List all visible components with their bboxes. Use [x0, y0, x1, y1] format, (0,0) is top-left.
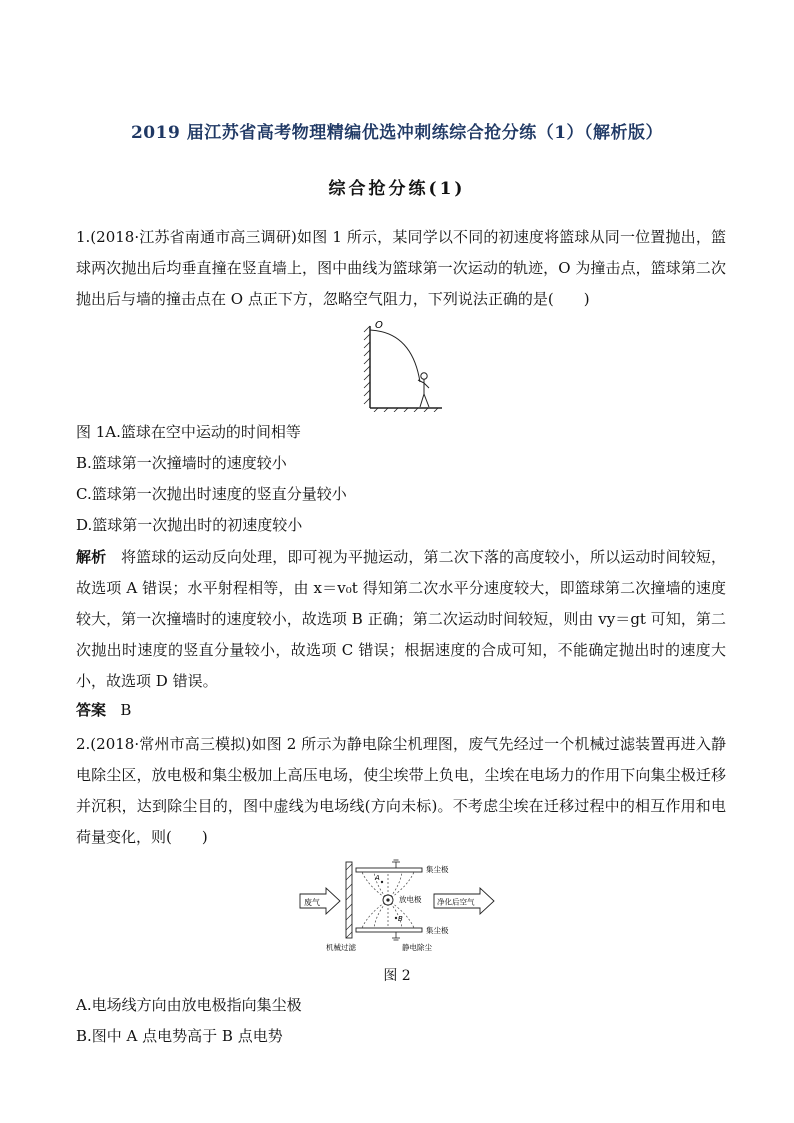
bottom-collector-plate — [356, 928, 422, 932]
point-o-label: O — [375, 320, 383, 331]
question-2-text: 2.(2018·常州市高三模拟)如图 2 所示为静电除尘机理图，废气先经过一个机械过滤装置再进入静电除尘区，放电极和集尘极加上高压电场，使尘埃带上负电，尘埃在电场力的作用下向集尘极迁移并沉积，达到除尘目的，图中虚线为电场线(方向未标)。不考虑尘埃在迁移过程中的相互作用和电荷量变化，则( ) — [76, 735, 726, 846]
question-1-text: 1.(2018·江苏省南通市高三调研)如图 1 所示，某同学以不同的初速度将篮球从同一位置抛出，篮球两次抛出后均垂直撞在竖直墙上，图中曲线为篮球第一次运动的轨迹，O 为撞击点，篮球第二次抛出后与墙的撞击点在 O 点正下方，忽略空气阻力，下列说法正确的是( ) — [76, 228, 726, 308]
discharge-label: 放电极 — [399, 895, 422, 904]
clean-air-label: 净化后空气 — [437, 897, 475, 907]
trajectory-curve — [370, 330, 420, 382]
waste-gas-label: 废气 — [304, 898, 320, 907]
question-2-option-a: A.电场线方向由放电极指向集尘极 — [76, 996, 302, 1014]
person-body — [418, 379, 429, 407]
question-2-option-b: B.图中 A 点电势高于 B 点电势 — [76, 1027, 283, 1045]
question-1-answer — [76, 699, 131, 721]
question-1-analysis — [76, 542, 726, 697]
point-a-label: A — [375, 874, 380, 882]
collector-bottom-label: 集尘极 — [426, 926, 449, 935]
answer-label: 答案 — [76, 701, 107, 719]
question-1-option-a: 图 1A.篮球在空中运动的时间相等 — [76, 423, 301, 441]
wall-hatch — [364, 326, 370, 404]
analysis-text: 将篮球的运动反向处理，即可视为平抛运动，第二次下落的高度较小，所以运动时间较短，故选项 A 错误；水平射程相等，由 x＝v₀t 得知第二次水平分速度较大，即篮球第二次撞墙的速度较大，第一次撞墙时的速度较小，故选项 B 正确；第二次运动时间较短，则由 vy＝gt 可知，第二次抛出时速度的竖直分量较小，故选项 C 错误；根据速度的合成可知，不能确定抛出时的速度大小，故选项 D 错误。 — [76, 548, 726, 690]
top-collector-plate — [356, 868, 422, 872]
answer-value: B — [120, 701, 132, 719]
point-b — [395, 917, 397, 919]
point-b-label: B — [398, 915, 403, 923]
top-ground-symbol — [392, 860, 400, 868]
section-subtitle: 综合抢分练(1) — [328, 179, 466, 199]
mech-filter-label: 机械过滤 — [326, 943, 356, 952]
question-1-option-c: C.篮球第一次抛出时速度的竖直分量较小 — [76, 485, 347, 503]
bottom-ground-symbol — [392, 932, 400, 940]
basketball-figure — [360, 318, 444, 412]
question-1-option-b: B.篮球第一次撞墙时的速度较小 — [76, 454, 287, 472]
collector-top-label: 集尘极 — [426, 865, 449, 874]
document-title: 2019 届江苏省高考物理精编优选冲刺练综合抢分练（1）（解析版） — [130, 123, 664, 143]
point-a — [381, 881, 383, 883]
analysis-label: 解析 — [76, 548, 107, 566]
question-1-option-d: D.篮球第一次抛出时的初速度较小 — [76, 516, 303, 534]
figure-2-caption: 图 2 — [383, 968, 411, 984]
discharge-electrode-core — [386, 898, 389, 901]
electrostatic-precipitator-figure — [296, 856, 502, 954]
es-dust-label: 静电除尘 — [402, 943, 432, 952]
person-head — [421, 373, 427, 379]
